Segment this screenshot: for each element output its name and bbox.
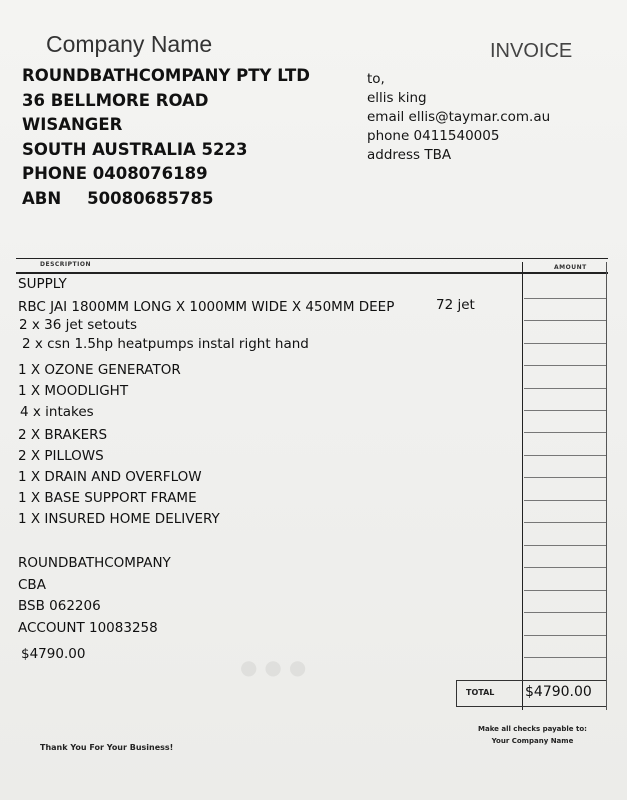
bank-account-number: ACCOUNT 10083258 [18,620,158,636]
seller-abn [22,187,310,212]
customer-address: address TBA [367,147,452,163]
thank-you-note: Thank You For Your Business! [40,743,174,752]
line-item: 4 x intakes [20,404,94,420]
line-item: 1 X INSURED HOME DELIVERY [18,511,220,527]
amount-row-rule [524,432,606,433]
invoice-title: INVOICE [490,40,573,62]
line-item: 2 X BRAKERS [18,427,108,443]
amount-row-rule [524,320,606,321]
bleed-through-decoration: ● ● ● [240,655,307,679]
line-item: SUPPLY [18,276,67,292]
total-left-border [456,680,457,707]
total-bottom-border [456,706,606,707]
line-item: 1 X MOODLIGHT [18,383,129,399]
amount-row-rule [524,455,606,456]
seller-block [22,64,310,211]
amount-row-rule [524,500,606,501]
payable-to-note [478,723,587,747]
line-item: 2 x csn 1.5hp heatpumps instal right hand [22,336,309,352]
seller-name: ROUNDBATHCOMPANY PTY LTD [22,66,310,85]
line-total-amount: $4790.00 [21,646,86,662]
bill-to-block [367,70,550,165]
amount-row-rule [524,298,606,299]
table-header-divider [16,272,608,274]
seller-address-line1: 36 BELLMORE ROAD [22,90,209,110]
customer-name: ellis king [367,90,427,106]
line-item: 2 X PILLOWS [18,448,104,464]
checks-line1: Make all checks payable to: [478,725,587,733]
amount-row-rule [524,567,606,568]
line-item: 1 X BASE SUPPORT FRAME [18,490,197,506]
amount-row-rule [524,343,606,344]
table-top-border [16,258,608,259]
customer-email: email ellis@taymar.com.au [367,109,551,125]
seller-phone: PHONE 0408076189 [22,164,208,183]
checks-line2: Your Company Name [491,737,574,745]
amount-row-rule [524,365,606,366]
total-value: $4790.00 [525,684,592,700]
amount-row-rule [524,522,606,523]
total-top-border [456,680,606,681]
seller-address-line3: SOUTH AUSTRALIA 5223 [22,139,248,159]
line-item: 2 x 36 jet setouts [19,317,138,333]
abn-label: ABN [22,188,62,208]
line-item: 72 jet [436,297,475,313]
bank-account-name: ROUNDBATHCOMPANY [18,555,171,571]
amount-row-rule [524,612,606,613]
abn-number: 50080685785 [87,188,214,208]
amount-column-divider [522,262,523,710]
bank-name: CBA [18,577,46,593]
seller-address-line2: WISANGER [22,115,123,134]
total-label: TOTAL [466,688,495,697]
company-name-placeholder: Company Name [46,31,213,57]
amount-row-rule [524,545,606,546]
line-item: 1 X OZONE GENERATOR [18,362,181,378]
line-item: RBC JAI 1800MM LONG X 1000MM WIDE X 450MM DEEP [18,299,395,315]
amount-row-rule [524,410,606,411]
customer-phone: phone 0411540005 [367,128,500,144]
description-header: DESCRIPTION [40,261,92,268]
amount-row-rule [524,477,606,478]
amount-row-rule [524,590,606,591]
amount-row-rule [524,635,606,636]
bill-to-label: to, [367,71,385,87]
table-right-border [606,262,607,710]
bank-bsb: BSB 062206 [18,598,101,614]
line-item: 1 X DRAIN AND OVERFLOW [18,469,202,485]
amount-header: AMOUNT [554,264,587,271]
amount-row-rule [524,657,606,658]
amount-row-rule [524,388,606,389]
